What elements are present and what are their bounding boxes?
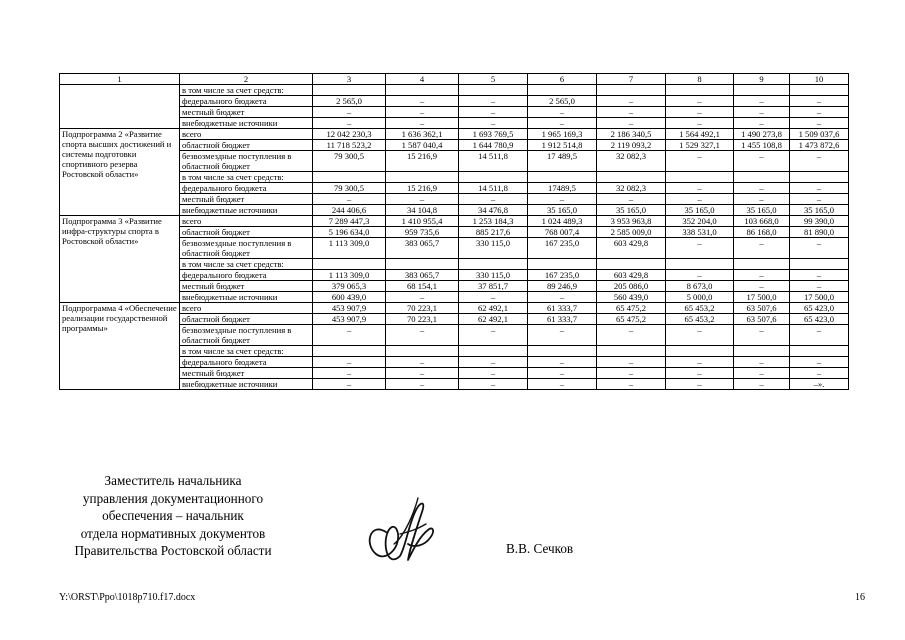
- funding-source: в том числе за счет средств:: [180, 259, 313, 270]
- amount-cell: –: [790, 270, 849, 281]
- subprogram-name: Подпрограмма 3 «Развитие инфра-структуры спорта в Ростовской области»: [60, 216, 180, 303]
- table-header-row: [60, 74, 849, 85]
- amount-cell: –: [459, 379, 528, 390]
- amount-cell: –: [597, 368, 666, 379]
- amount-cell: 1 455 108,8: [734, 140, 790, 151]
- amount-cell: 2 119 093,2: [597, 140, 666, 151]
- amount-cell: –: [734, 325, 790, 346]
- column-number: 4: [386, 74, 459, 85]
- amount-cell: 600 439,0: [313, 292, 386, 303]
- amount-cell: 1 965 169,3: [528, 129, 597, 140]
- amount-cell: –: [459, 194, 528, 205]
- amount-cell: 32 082,3: [597, 183, 666, 194]
- amount-cell: –: [734, 238, 790, 259]
- amount-cell: 352 204,0: [666, 216, 734, 227]
- amount-cell: [734, 85, 790, 96]
- amount-cell: 8 673,0: [666, 281, 734, 292]
- amount-cell: –: [386, 107, 459, 118]
- amount-cell: –: [528, 292, 597, 303]
- amount-cell: –: [734, 194, 790, 205]
- column-number: 7: [597, 74, 666, 85]
- amount-cell: –: [666, 325, 734, 346]
- amount-cell: [790, 346, 849, 357]
- funding-source: внебюджетные источники: [180, 205, 313, 216]
- funding-source: безвозмездные поступления в областной бюджет: [180, 151, 313, 172]
- amount-cell: –: [459, 118, 528, 129]
- amount-cell: 65 475,2: [597, 303, 666, 314]
- funding-source: в том числе за счет средств:: [180, 85, 313, 96]
- amount-cell: –: [790, 151, 849, 172]
- amount-cell: 5 000,0: [666, 292, 734, 303]
- funding-source: областной бюджет: [180, 227, 313, 238]
- amount-cell: 63 507,6: [734, 314, 790, 325]
- amount-cell: [459, 259, 528, 270]
- amount-cell: 62 492,1: [459, 303, 528, 314]
- amount-cell: –».: [790, 379, 849, 390]
- amount-cell: –: [386, 379, 459, 390]
- amount-cell: 1 529 327,1: [666, 140, 734, 151]
- amount-cell: 65 453,2: [666, 303, 734, 314]
- funding-source: федерального бюджета: [180, 270, 313, 281]
- table-row: [60, 85, 849, 96]
- amount-cell: [597, 346, 666, 357]
- amount-cell: –: [790, 96, 849, 107]
- funding-source: в том числе за счет средств:: [180, 346, 313, 357]
- table-row: [60, 216, 849, 227]
- amount-cell: 15 216,9: [386, 183, 459, 194]
- amount-cell: 1 113 309,0: [313, 238, 386, 259]
- amount-cell: –: [666, 238, 734, 259]
- amount-cell: 35 165,0: [666, 205, 734, 216]
- amount-cell: –: [790, 281, 849, 292]
- amount-cell: –: [666, 107, 734, 118]
- amount-cell: 32 082,3: [597, 151, 666, 172]
- funding-source: безвозмездные поступления в областной бюджет: [180, 238, 313, 259]
- funding-source: безвозмездные поступления в областной бюджет: [180, 325, 313, 346]
- position-line: Заместитель начальника: [104, 473, 242, 488]
- amount-cell: 15 216,9: [386, 151, 459, 172]
- amount-cell: –: [459, 325, 528, 346]
- amount-cell: –: [734, 357, 790, 368]
- amount-cell: [734, 346, 790, 357]
- amount-cell: 63 507,6: [734, 303, 790, 314]
- amount-cell: 65 475,2: [597, 314, 666, 325]
- amount-cell: [597, 259, 666, 270]
- amount-cell: –: [666, 118, 734, 129]
- amount-cell: 1 564 492,1: [666, 129, 734, 140]
- table-row: [60, 303, 849, 314]
- funding-source: федерального бюджета: [180, 183, 313, 194]
- amount-cell: 383 065,7: [386, 238, 459, 259]
- amount-cell: –: [386, 368, 459, 379]
- amount-cell: 205 086,0: [597, 281, 666, 292]
- funding-source: местный бюджет: [180, 107, 313, 118]
- amount-cell: 1 636 362,1: [386, 129, 459, 140]
- handwritten-signature: [356, 486, 440, 572]
- position-line: обеспечения – начальник: [102, 508, 244, 523]
- amount-cell: 65 453,2: [666, 314, 734, 325]
- column-number: 8: [666, 74, 734, 85]
- amount-cell: [666, 85, 734, 96]
- amount-cell: [386, 172, 459, 183]
- amount-cell: 2 585 009,0: [597, 227, 666, 238]
- amount-cell: –: [528, 379, 597, 390]
- amount-cell: 1 410 955,4: [386, 216, 459, 227]
- amount-cell: –: [459, 357, 528, 368]
- amount-cell: 12 042 230,3: [313, 129, 386, 140]
- amount-cell: –: [597, 357, 666, 368]
- amount-cell: –: [790, 194, 849, 205]
- amount-cell: –: [528, 368, 597, 379]
- amount-cell: –: [666, 96, 734, 107]
- amount-cell: –: [734, 183, 790, 194]
- amount-cell: 35 165,0: [597, 205, 666, 216]
- amount-cell: 79 300,5: [313, 151, 386, 172]
- amount-cell: [528, 85, 597, 96]
- amount-cell: 89 246,9: [528, 281, 597, 292]
- amount-cell: –: [790, 118, 849, 129]
- amount-cell: 1 253 184,3: [459, 216, 528, 227]
- amount-cell: –: [734, 281, 790, 292]
- amount-cell: –: [313, 325, 386, 346]
- subprogram-name: Подпрограмма 2 «Развитие спорта высших достижений и системы подготовки спортивного резерва Ростовской области»: [60, 129, 180, 216]
- amount-cell: –: [666, 270, 734, 281]
- amount-cell: 5 196 634,0: [313, 227, 386, 238]
- amount-cell: [313, 172, 386, 183]
- amount-cell: –: [666, 368, 734, 379]
- amount-cell: [666, 259, 734, 270]
- amount-cell: –: [734, 368, 790, 379]
- amount-cell: –: [459, 292, 528, 303]
- amount-cell: 167 235,0: [528, 238, 597, 259]
- amount-cell: 35 165,0: [734, 205, 790, 216]
- amount-cell: 603 429,8: [597, 270, 666, 281]
- column-number: 10: [790, 74, 849, 85]
- amount-cell: –: [734, 379, 790, 390]
- amount-cell: 7 289 447,3: [313, 216, 386, 227]
- amount-cell: 1 509 037,6: [790, 129, 849, 140]
- amount-cell: –: [666, 183, 734, 194]
- amount-cell: –: [386, 118, 459, 129]
- table-row: [60, 129, 849, 140]
- amount-cell: 65 423,0: [790, 303, 849, 314]
- amount-cell: [386, 85, 459, 96]
- amount-cell: 14 511,8: [459, 183, 528, 194]
- amount-cell: –: [734, 96, 790, 107]
- position-line: управления документационного: [82, 490, 264, 506]
- amount-cell: [459, 172, 528, 183]
- amount-cell: –: [313, 118, 386, 129]
- amount-cell: –: [386, 194, 459, 205]
- funding-source: федерального бюджета: [180, 357, 313, 368]
- amount-cell: –: [313, 194, 386, 205]
- amount-cell: 167 235,0: [528, 270, 597, 281]
- amount-cell: [528, 346, 597, 357]
- amount-cell: –: [597, 194, 666, 205]
- amount-cell: 70 223,1: [386, 314, 459, 325]
- funding-source: федерального бюджета: [180, 96, 313, 107]
- amount-cell: –: [528, 325, 597, 346]
- amount-cell: –: [386, 292, 459, 303]
- amount-cell: 383 065,7: [386, 270, 459, 281]
- amount-cell: 1 693 769,5: [459, 129, 528, 140]
- amount-cell: [790, 259, 849, 270]
- amount-cell: [528, 172, 597, 183]
- amount-cell: [459, 346, 528, 357]
- amount-cell: 560 439,0: [597, 292, 666, 303]
- amount-cell: 35 165,0: [790, 205, 849, 216]
- amount-cell: 1 113 309,0: [313, 270, 386, 281]
- amount-cell: 379 065,3: [313, 281, 386, 292]
- amount-cell: –: [597, 118, 666, 129]
- amount-cell: 1 587 040,4: [386, 140, 459, 151]
- amount-cell: 453 907,9: [313, 303, 386, 314]
- amount-cell: –: [459, 96, 528, 107]
- amount-cell: –: [528, 107, 597, 118]
- amount-cell: [666, 346, 734, 357]
- column-number: 5: [459, 74, 528, 85]
- amount-cell: –: [790, 325, 849, 346]
- amount-cell: 1 490 273,8: [734, 129, 790, 140]
- amount-cell: –: [790, 107, 849, 118]
- amount-cell: [386, 346, 459, 357]
- amount-cell: –: [734, 107, 790, 118]
- column-number: 1: [60, 74, 180, 85]
- amount-cell: 1 644 780,9: [459, 140, 528, 151]
- amount-cell: 330 115,0: [459, 270, 528, 281]
- amount-cell: –: [313, 107, 386, 118]
- amount-cell: 885 217,6: [459, 227, 528, 238]
- amount-cell: –: [734, 270, 790, 281]
- amount-cell: 68 154,1: [386, 281, 459, 292]
- amount-cell: 17489,5: [528, 183, 597, 194]
- amount-cell: 2 565,0: [528, 96, 597, 107]
- amount-cell: 35 165,0: [528, 205, 597, 216]
- amount-cell: [734, 172, 790, 183]
- amount-cell: –: [666, 151, 734, 172]
- amount-cell: –: [459, 107, 528, 118]
- amount-cell: [528, 259, 597, 270]
- amount-cell: –: [386, 325, 459, 346]
- position-line: Правительства Ростовской области: [74, 543, 272, 558]
- amount-cell: –: [528, 194, 597, 205]
- funding-source: всего: [180, 129, 313, 140]
- amount-cell: 1 473 872,6: [790, 140, 849, 151]
- amount-cell: 338 531,0: [666, 227, 734, 238]
- amount-cell: –: [666, 194, 734, 205]
- amount-cell: 330 115,0: [459, 238, 528, 259]
- amount-cell: –: [597, 96, 666, 107]
- amount-cell: [313, 346, 386, 357]
- amount-cell: –: [597, 107, 666, 118]
- budget-table: [59, 73, 849, 390]
- funding-source: внебюджетные источники: [180, 118, 313, 129]
- amount-cell: [459, 85, 528, 96]
- funding-source: в том числе за счет средств:: [180, 172, 313, 183]
- subprogram-name: Подпрограмма 4 «Обеспечение реализации государственной программы»: [60, 303, 180, 390]
- column-number: 9: [734, 74, 790, 85]
- amount-cell: –: [666, 379, 734, 390]
- amount-cell: 959 735,6: [386, 227, 459, 238]
- amount-cell: –: [597, 379, 666, 390]
- amount-cell: –: [528, 357, 597, 368]
- amount-cell: –: [313, 368, 386, 379]
- funding-source: областной бюджет: [180, 140, 313, 151]
- amount-cell: –: [386, 357, 459, 368]
- amount-cell: –: [386, 96, 459, 107]
- amount-cell: –: [528, 118, 597, 129]
- amount-cell: 17 500,0: [734, 292, 790, 303]
- amount-cell: 62 492,1: [459, 314, 528, 325]
- amount-cell: 86 168,0: [734, 227, 790, 238]
- amount-cell: 17 500,0: [790, 292, 849, 303]
- position-line: отдела нормативных документов: [80, 525, 266, 541]
- funding-source: местный бюджет: [180, 368, 313, 379]
- amount-cell: –: [313, 357, 386, 368]
- amount-cell: 79 300,5: [313, 183, 386, 194]
- subprogram-name: [60, 85, 180, 129]
- amount-cell: 2 565,0: [313, 96, 386, 107]
- amount-cell: 65 423,0: [790, 314, 849, 325]
- amount-cell: [597, 85, 666, 96]
- amount-cell: –: [790, 368, 849, 379]
- funding-source: областной бюджет: [180, 314, 313, 325]
- amount-cell: 2 186 340,5: [597, 129, 666, 140]
- amount-cell: –: [734, 151, 790, 172]
- amount-cell: 603 429,8: [597, 238, 666, 259]
- funding-source: внебюджетные источники: [180, 292, 313, 303]
- amount-cell: –: [459, 368, 528, 379]
- amount-cell: 453 907,9: [313, 314, 386, 325]
- amount-cell: 11 718 523,2: [313, 140, 386, 151]
- amount-cell: 3 953 963,8: [597, 216, 666, 227]
- amount-cell: 17 489,5: [528, 151, 597, 172]
- amount-cell: [790, 172, 849, 183]
- amount-cell: 61 333,7: [528, 314, 597, 325]
- amount-cell: 99 390,0: [790, 216, 849, 227]
- amount-cell: –: [666, 357, 734, 368]
- amount-cell: 70 223,1: [386, 303, 459, 314]
- amount-cell: [386, 259, 459, 270]
- amount-cell: 768 007,4: [528, 227, 597, 238]
- amount-cell: [597, 172, 666, 183]
- column-number: 3: [313, 74, 386, 85]
- amount-cell: 1 912 514,8: [528, 140, 597, 151]
- document-path: Y:\ORST\Ppo\1018p710.f17.docx: [59, 592, 196, 603]
- amount-cell: [790, 85, 849, 96]
- amount-cell: 14 511,8: [459, 151, 528, 172]
- signer-name: В.В. Сечков: [506, 541, 574, 556]
- amount-cell: –: [313, 379, 386, 390]
- amount-cell: –: [790, 357, 849, 368]
- column-number: 6: [528, 74, 597, 85]
- column-number: 2: [180, 74, 313, 85]
- amount-cell: 81 890,0: [790, 227, 849, 238]
- amount-cell: [313, 85, 386, 96]
- funding-source: местный бюджет: [180, 281, 313, 292]
- funding-source: внебюджетные источники: [180, 379, 313, 390]
- funding-source: всего: [180, 303, 313, 314]
- amount-cell: 34 104,8: [386, 205, 459, 216]
- amount-cell: –: [790, 238, 849, 259]
- signature-position: [58, 472, 288, 560]
- funding-source: местный бюджет: [180, 194, 313, 205]
- page-number: 16: [855, 592, 865, 603]
- funding-source: всего: [180, 216, 313, 227]
- amount-cell: –: [790, 183, 849, 194]
- amount-cell: 37 851,7: [459, 281, 528, 292]
- amount-cell: 103 668,0: [734, 216, 790, 227]
- amount-cell: –: [734, 118, 790, 129]
- amount-cell: [313, 259, 386, 270]
- amount-cell: 1 024 489,3: [528, 216, 597, 227]
- amount-cell: –: [597, 325, 666, 346]
- amount-cell: 34 476,8: [459, 205, 528, 216]
- amount-cell: 61 333,7: [528, 303, 597, 314]
- amount-cell: [734, 259, 790, 270]
- amount-cell: 244 406,6: [313, 205, 386, 216]
- amount-cell: [666, 172, 734, 183]
